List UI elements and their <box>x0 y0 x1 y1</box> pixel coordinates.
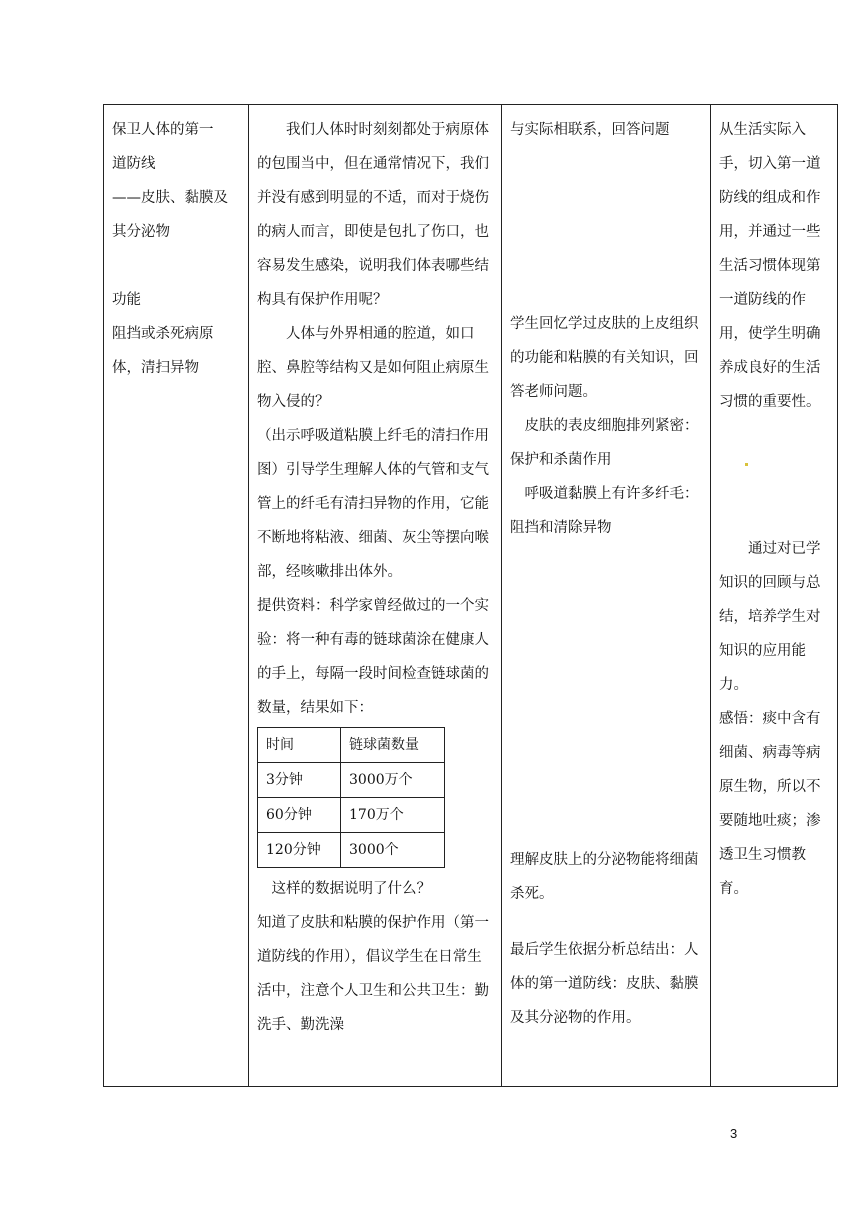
function-label: 功能 <box>112 292 141 308</box>
paragraph: 通过对已学知识的回顾与总结，培养学生对知识的应用能力。 <box>719 541 821 693</box>
table-cell: 3分钟 <box>258 763 341 798</box>
table-header-row <box>258 728 445 763</box>
teacher-activity-cell <box>249 105 502 1087</box>
function-line: 体，清扫异物 <box>112 360 199 376</box>
table-row <box>258 833 445 868</box>
paragraph: 呼吸道黏膜上有许多纤毛：阻挡和清除异物 <box>510 486 699 536</box>
stray-mark <box>745 463 748 466</box>
table-cell: 3000万个 <box>341 763 445 798</box>
paragraph: 这样的数据说明了什么？ <box>271 881 431 897</box>
function-line: 阻挡或杀死病原 <box>112 326 214 342</box>
topic-line: 保卫人体的第一 <box>112 122 214 138</box>
table-cell: 170万个 <box>341 798 445 833</box>
paragraph: 从生活实际入手，切入第一道防线的组成和作用，并通过一些生活习惯体现第一道防线的作用，使学生明确养成良好的生活习惯的重要性。 <box>719 122 821 410</box>
paragraph: 理解皮肤上的分泌物能将细菌杀死。 <box>510 852 699 902</box>
paragraph: 我们人体时时刻刻都处于病原体的包围当中，但在通常情况下，我们并没有感到明显的不适，而对于烧伤的病人而言，即使是包扎了伤口，也容易发生感染，说明我们体表哪些结构具有保护作用呢？ <box>257 122 489 308</box>
paragraph: 提供资料：科学家曾经做过的一个实验：将一种有毒的链球菌涂在健康人的手上，每隔一段时间检查链球菌的数量，结果如下： <box>257 598 489 716</box>
paragraph: 感悟：痰中含有细菌、病毒等病原生物，所以不要随地吐痰；渗透卫生习惯教育。 <box>719 711 821 897</box>
paragraph: 学生回忆学过皮肤的上皮组织的功能和粘膜的有关知识，回答老师问题。 <box>510 316 699 400</box>
topic-line: 其分泌物 <box>112 224 170 240</box>
topic-line: ——皮肤、黏膜及 <box>112 190 228 206</box>
table-header: 时间 <box>258 728 341 763</box>
design-intent-cell <box>711 105 838 1087</box>
table-row <box>258 763 445 798</box>
student-activity-cell <box>502 105 711 1087</box>
table-cell: 3000个 <box>341 833 445 868</box>
topic-cell <box>104 105 249 1087</box>
data-table <box>257 727 445 868</box>
table-cell: 120分钟 <box>258 833 341 868</box>
topic-line: 道防线 <box>112 156 156 172</box>
paragraph: 皮肤的表皮细胞排列紧密：保护和杀菌作用 <box>510 418 699 468</box>
table-row <box>258 798 445 833</box>
page-number: 3 <box>730 1126 738 1141</box>
paragraph: 人体与外界相通的腔道，如口腔、鼻腔等结构又是如何阻止病原生物入侵的？ <box>257 326 489 410</box>
lesson-plan-table <box>103 104 838 1087</box>
paragraph: 知道了皮肤和粘膜的保护作用（第一道防线的作用），倡议学生在日常生活中，注意个人卫生和公共卫生：勤洗手、勤洗澡 <box>257 915 489 1033</box>
paragraph: （出示呼吸道粘膜上纤毛的清扫作用图）引导学生理解人体的气管和支气管上的纤毛有清扫异物的作用，它能不断地将粘液、细菌、灰尘等摆向喉部，经咳嗽排出体外。 <box>257 428 489 580</box>
table-row <box>104 105 838 1087</box>
paragraph: 与实际相联系，回答问题 <box>510 122 670 138</box>
table-cell: 60分钟 <box>258 798 341 833</box>
paragraph: 最后学生依据分析总结出：人体的第一道防线：皮肤、黏膜及其分泌物的作用。 <box>510 942 699 1026</box>
table-header: 链球菌数量 <box>341 728 445 763</box>
